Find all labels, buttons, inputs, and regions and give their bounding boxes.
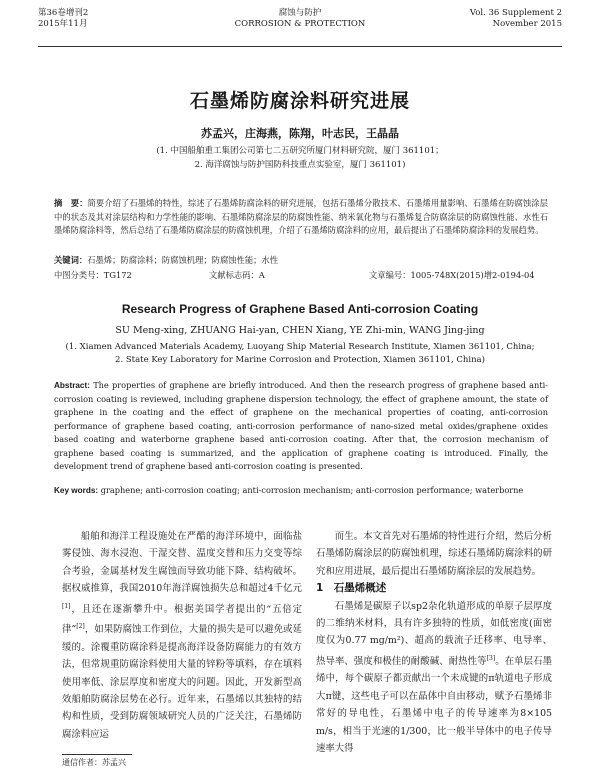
abstract-en (54, 379, 548, 474)
footnote-divider (62, 754, 132, 755)
keywords-cn (54, 254, 548, 266)
authors-cn: 苏孟兴，庄海燕，陈翔，叶志民，王晶晶 (201, 127, 399, 140)
journal-name-cn: 腐蚀与防护 (278, 8, 322, 18)
citation-2: [2] (76, 623, 85, 631)
intro-text-1: 船舶和海洋工程设施处在严酷的海洋环境中，面临盐雾侵蚀、海水浸泡、干湿交替、温度交替和压力交变等综合考验，金属基材发生腐蚀而导致功能下降、结构破坏。据权威推算，我国2010年海洋腐蚀损失总和超过4千亿元 (62, 531, 302, 595)
affiliation-en-2: 2. State Key Laboratory for Marine Corrosion and Protection, Xiamen 361101, China) (115, 355, 485, 365)
body-column-left (62, 528, 302, 743)
classification-row (54, 269, 548, 281)
affiliations-en (40, 341, 560, 367)
abstract-cn (54, 197, 548, 238)
keywords-en-text: graphene; anti-corrosion coating; anti-corrosion mechanism; anti-corrosion performance; waterborne (100, 485, 524, 495)
abstract-cn-text: 简要介绍了石墨烯的特性，综述了石墨烯防腐涂料的研究进展，包括石墨烯分散技术、石墨烯用量影响、石墨烯在防腐蚀涂层中的状态及其对涂层结构和力学性能的影响、石墨烯防腐涂层的防腐蚀性能、纳米氧化物与石墨烯复合防腐涂层的防腐蚀性能、水性石墨烯防腐涂料等，然后总结了石墨烯防腐涂层的防腐蚀机理，介绍了石墨烯防腐涂料的应用，最后提出了石墨烯防腐涂料的发展趋势。 (54, 198, 548, 236)
intro-continuation: 而生。本文首先对石墨烯的特性进行介绍，然后分析石墨烯防腐涂层的防腐蚀机理，综述石墨烯防腐涂料的研究和应用进展，最后提出石墨烯防腐涂层的发展趋势。 (316, 531, 552, 577)
paper-title-cn: 石墨烯防腐涂料研究进展 (189, 90, 410, 112)
graphene-overview-paragraph (316, 598, 552, 758)
affiliation-en-1: (1. Xiamen Advanced Materials Academy, Luoyang Ship Material Research Institute, Xiamen 361101, China; (65, 342, 535, 352)
date-cn: 2015年11月 (38, 19, 88, 29)
article-number: 文章编号：1005-748X(2015)增2-0194-04 (369, 270, 535, 280)
keywords-en-label: Key words: (54, 486, 99, 495)
header-right (470, 8, 562, 30)
journal-name-en: CORROSION & PROTECTION (234, 19, 366, 29)
section-heading-1: 1 石墨烯概述 (316, 582, 387, 595)
footnote: 通信作者：苏孟兴 (62, 758, 126, 767)
clc-number: 中图分类号：TG172 (54, 270, 132, 280)
document-code: 文献标志码：A (209, 270, 265, 280)
body-column-right (316, 528, 552, 757)
abstract-en-label: Abstract: (54, 381, 90, 390)
affiliation-cn-2: 2. 海洋腐蚀与防护国防科技重点实验室，厦门 361101) (194, 160, 406, 170)
keywords-en (54, 484, 548, 498)
authors-en: SU Meng-xing, ZHUANG Hai-yan, CHEN Xiang, YE Zhi-min, WANG Jing-jing (115, 325, 485, 336)
volume-cn: 第36卷增刊2 (38, 8, 89, 18)
citation-3: [3] (486, 654, 496, 662)
overview-text-2: 。在单层石墨烯中，每个碳原子都贡献出一个未成键的π轨道电子形成大π键，这些电子可以在晶体中自由移动，赋予石墨烯非常好的导电性，石墨烯中电子的传导速率为8×105 m/s，相当于光速的1/300，比一般半导体中的电子传导速率大得 (316, 655, 552, 754)
intro-text-3: ，如果防腐蚀工作到位，大量的损失是可以避免或延缓的。涂覆重防腐涂料是提高海洋设备防腐能力的有效方法，但常规重防腐涂料使用大量的锌粉等填料，存在填料使用率低、涂层厚度和密度大的问题。因此，开发新型高效船舶防腐涂层势在必行。近年来，石墨烯以其独特的结构和性质，受到防腐领域研究人员的广泛关注，石墨烯防腐涂料应运 (62, 624, 302, 740)
running-header (38, 8, 562, 42)
abstract-cn-label: 摘 要： (54, 198, 88, 208)
abstract-en-text: The properties of graphene are briefly introduced. And then the research progress of graphene based anti-corrosion coating is reviewed, including graphene dispersion technology, the effect of graphene amount, the state of graphene in the coating and the effect of graphene on the mechanical properties of coating, anti-corrosion performance of graphene based coating, anti-corrosion performance of nano-sized metal oxides/graphene oxides based coating and waterborne graphene based anti-corrosion coating. After that, the corrosion mechanism of graphene based coating is summarized, and the application of graphene coating is introduced. Finally, the development trend of graphene based anti-corrosion coating is presented. (54, 380, 548, 471)
citation-1: [1] (62, 602, 71, 610)
affiliations-cn (0, 144, 600, 172)
intro-paragraph (62, 528, 302, 743)
paper-title-en: Research Progress of Graphene Based Anti-corrosion Coating (121, 302, 479, 316)
date-en: November 2015 (492, 19, 562, 29)
overview-text-1: 石墨烯是碳原子以sp2杂化轨道形成的单原子层厚度的二维纳米材料，具有许多独特的性质，如低密度(面密度仅为0.77 mg/m²)、超高的载流子迁移率、电导率、热导率、强度和极佳的耐酸碱、耐热性等 (316, 600, 552, 667)
header-divider (38, 46, 562, 47)
intro-text-2: ，且还在逐渐攀升中。根据美国学者提出的“五倍定律” (62, 603, 302, 636)
keywords-cn-label: 关键词： (54, 255, 88, 265)
keywords-cn-text: 石墨烯；防腐涂料；防腐蚀机理；防腐蚀性能；水性 (87, 255, 279, 265)
affiliation-cn-1: (1. 中国船舶重工集团公司第七二五研究所厦门材料研究院，厦门 361101； (156, 146, 444, 156)
volume-en: Vol. 36 Supplement 2 (469, 8, 562, 18)
